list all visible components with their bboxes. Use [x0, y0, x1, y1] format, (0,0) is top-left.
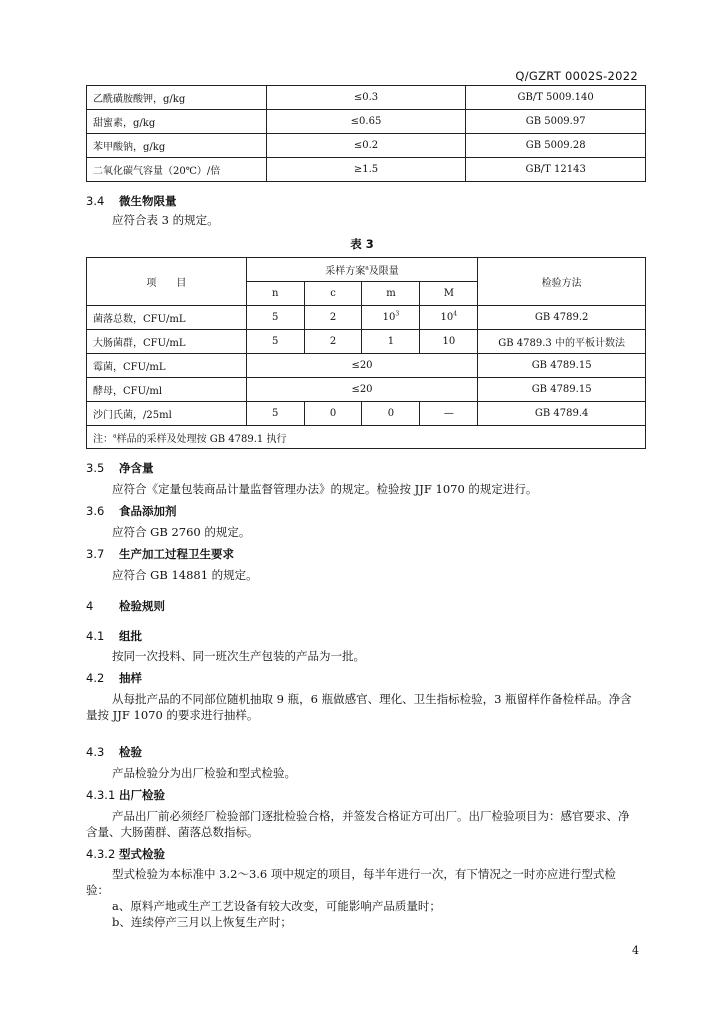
- item-name: 霉菌，CFU/mL: [87, 354, 247, 378]
- table-row: [87, 330, 646, 354]
- limit-value: ≤20: [246, 378, 478, 402]
- header-n: n: [246, 282, 304, 306]
- m-value: 0: [362, 402, 420, 426]
- table-row: [87, 402, 646, 426]
- section-text-3-7: 应符合 GB 14881 的规定。: [112, 568, 258, 582]
- m-value: $10^3$: [362, 306, 420, 330]
- m-value: 1: [362, 330, 420, 354]
- section-text-3-4: 应符合表 3 的规定。: [112, 213, 219, 227]
- indicator-table: [86, 85, 646, 182]
- item-name: 苯甲酸钠，g/kg: [87, 134, 267, 158]
- item-name: 甜蜜素，g/kg: [87, 110, 267, 134]
- section-heading-4-2: 4.2 抽样: [86, 671, 142, 685]
- section-heading-4-3: 4.3 检验: [86, 745, 142, 759]
- method-value: GB 4789.15: [478, 354, 646, 378]
- table-row: [87, 354, 646, 378]
- list-item-b: b、连续停产三月以上恢复生产时；: [112, 915, 292, 929]
- M-value: 10: [420, 330, 478, 354]
- section-text-3-6: 应符合 GB 2760 的规定。: [112, 525, 251, 539]
- table-title: 表 3: [350, 237, 374, 251]
- table-row: [87, 378, 646, 402]
- item-name: 沙门氏菌，/25ml: [87, 402, 247, 426]
- item-name: 酵母，CFU/ml: [87, 378, 247, 402]
- item-name: 二氧化碳气容量（20℃）/倍: [87, 158, 267, 182]
- header-method: 检验方法: [478, 258, 646, 306]
- limit-value: ≥1.5: [266, 158, 466, 182]
- limit-value: ≤0.65: [266, 110, 466, 134]
- header-M: M: [420, 282, 478, 306]
- M-value: $10^4$: [420, 306, 478, 330]
- table-row: [87, 86, 646, 110]
- section-heading-4: 4 检验规则: [86, 599, 165, 613]
- limit-value: ≤20: [246, 354, 478, 378]
- item-name: 乙酰磺胺酸钾，g/kg: [87, 86, 267, 110]
- method-value: GB/T 5009.140: [466, 86, 646, 110]
- method-value: GB 4789.2: [478, 306, 646, 330]
- section-text-4-3-1: 产品出厂前必须经厂检验部门逐批检验合格，并签发合格证方可出厂。出厂检验项目为：感官要求、净含量、大肠菌群、菌落总数指标。: [86, 809, 630, 839]
- c-value: 2: [304, 330, 362, 354]
- section-text-4-3-2: 型式检验为本标准中 3.2～3.6 项中规定的项目，每半年进行一次，有下情况之一时亦应进行型式检验：: [86, 867, 616, 897]
- section-text-4-3: 产品检验分为出厂检验和型式检验。: [112, 766, 296, 780]
- method-value: GB 5009.28: [466, 134, 646, 158]
- table-row: [87, 306, 646, 330]
- item-name: 大肠菌群，CFU/mL: [87, 330, 247, 354]
- section-heading-4-3-2: 4.3.2 型式检验: [86, 847, 165, 861]
- header-m: m: [362, 282, 420, 306]
- method-value: GB 4789.3 中的平板计数法: [478, 330, 646, 354]
- n-value: 5: [246, 306, 304, 330]
- section-text-4-1: 按同一次投料、同一班次生产包装的产品为一批。: [112, 649, 365, 663]
- section-heading-3-6: 3.6 食品添加剂: [86, 504, 177, 518]
- section-heading-4-3-1: 4.3.1 出厂检验: [86, 788, 165, 802]
- limit-value: ≤0.2: [266, 134, 466, 158]
- list-item-a: a、原料产地或生产工艺设备有较大改变，可能影响产品质量时；: [112, 899, 441, 913]
- table-note-row: [87, 426, 646, 449]
- table-row: [87, 134, 646, 158]
- table-row: [87, 110, 646, 134]
- section-text-3-5: 应符合《定量包装商品计量监督管理办法》的规定。检验按 JJF 1070 的规定进行。: [112, 482, 538, 496]
- table-row: [87, 158, 646, 182]
- item-name: 菌落总数，CFU/mL: [87, 306, 247, 330]
- n-value: 5: [246, 402, 304, 426]
- method-value: GB 4789.4: [478, 402, 646, 426]
- section-text-4-2: 从每批产品的不同部位随机抽取 9 瓶，6 瓶做感官、理化、卫生指标检验，3 瓶留样作备检样品。净含量按 JJF 1070 的要求进行抽样。: [86, 692, 632, 722]
- section-heading-3-7: 3.7 生产加工过程卫生要求: [86, 547, 234, 561]
- table-note: 注：$^a$样品的采样及处理按 GB 4789.1 执行: [87, 426, 646, 449]
- method-value: GB 5009.97: [466, 110, 646, 134]
- method-value: GB/T 12143: [466, 158, 646, 182]
- section-heading-3-5: 3.5 净含量: [86, 461, 154, 475]
- section-heading-4-1: 4.1 组批: [86, 629, 142, 643]
- section-heading-3-4: 3.4 微生物限量: [86, 194, 177, 208]
- c-value: 0: [304, 402, 362, 426]
- limit-value: ≤0.3: [266, 86, 466, 110]
- method-value: GB 4789.15: [478, 378, 646, 402]
- standard-code: Q/GZRT 0002S-2022: [515, 69, 638, 83]
- n-value: 5: [246, 330, 304, 354]
- c-value: 2: [304, 306, 362, 330]
- page-number: 4: [632, 944, 639, 957]
- table-header-row: [87, 258, 646, 282]
- header-item: 项 目: [87, 258, 247, 306]
- header-c: c: [304, 282, 362, 306]
- M-value: —: [420, 402, 478, 426]
- header-sampling-plan: 采样方案$^a$及限量: [246, 258, 478, 282]
- microbe-limit-table: [86, 257, 646, 449]
